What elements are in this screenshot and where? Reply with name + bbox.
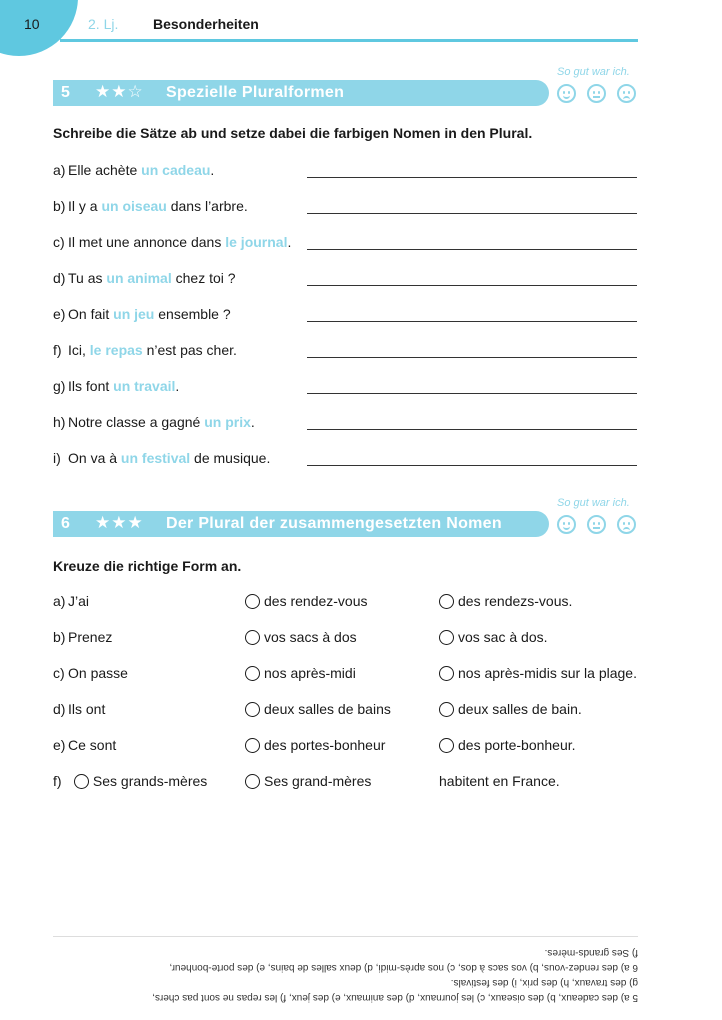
sentence-end: .: [210, 162, 215, 178]
option-2-text: nos après-midis sur la plage.: [458, 665, 637, 681]
highlighted-noun: un prix: [204, 414, 251, 430]
highlighted-noun: un jeu: [113, 306, 155, 322]
self-rating-label: So gut war ich.: [557, 497, 630, 509]
exercise-title: Spezielle Pluralformen: [166, 84, 345, 101]
exercise-6-item: [53, 665, 128, 681]
sentence-end: ensemble ?: [154, 306, 231, 322]
radio-circle-icon[interactable]: [439, 702, 454, 717]
sentence-start: J’ai: [68, 593, 90, 609]
highlighted-noun: le repas: [89, 342, 143, 358]
item-label: a): [53, 593, 66, 609]
radio-circle-icon[interactable]: [245, 630, 260, 645]
answer-line[interactable]: [307, 321, 637, 322]
option-2-text: vos sac à dos.: [458, 629, 548, 645]
radio-circle-icon[interactable]: [439, 630, 454, 645]
exercise-5-item: [53, 234, 291, 250]
sentence-start: Notre classe a gagné: [68, 414, 205, 430]
option-1: [245, 737, 385, 753]
option-1-text: des portes-bonheur: [264, 737, 386, 753]
radio-circle-icon[interactable]: [74, 774, 89, 789]
sentence-start: Ce sont: [68, 737, 117, 753]
solution-line: f) Ses grands-mères.: [544, 947, 638, 958]
sentence-start: Ils font: [68, 378, 114, 394]
exercise-5-item: [53, 378, 179, 394]
option-2-text: des rendezs-vous.: [458, 593, 573, 609]
sentence-end: de musique.: [190, 450, 271, 466]
option-1-text: des rendez-vous: [264, 593, 368, 609]
sentence-end: dans l’arbre.: [166, 198, 248, 214]
radio-circle-icon[interactable]: [245, 594, 260, 609]
highlighted-noun: le journal: [225, 234, 288, 250]
exercise-5-item: [53, 342, 237, 358]
radio-circle-icon[interactable]: [245, 666, 260, 681]
sentence-start: Elle achète: [68, 162, 142, 178]
sentence-end: chez toi ?: [171, 270, 236, 286]
sentence-end: n’est pas cher.: [142, 342, 237, 358]
item-label: e): [53, 737, 66, 753]
option-1: [245, 701, 391, 717]
solution-line: 5 a) des cadeaux, b) des oiseaux, c) les journaux, d) des animaux, e) des jeux, f) les repas ne sont pas chers,: [152, 992, 638, 1003]
sentence-start: On va à: [68, 450, 121, 466]
radio-circle-icon[interactable]: [439, 594, 454, 609]
exercise-6-item: [53, 737, 116, 753]
option-2-text: deux salles de bain.: [458, 701, 582, 717]
answer-line[interactable]: [307, 393, 637, 394]
solution-line: 6 a) des rendez-vous, b) vos sacs à dos, c) nos après-midi, d) deux salles de bains, e) des porte-bonheur,: [169, 962, 638, 973]
option-2: [439, 593, 572, 609]
page-number: 10: [24, 16, 40, 32]
answer-line[interactable]: [307, 249, 637, 250]
radio-circle-icon[interactable]: [245, 774, 260, 789]
smiley-happy-icon[interactable]: [557, 84, 576, 103]
item-label: a): [53, 162, 66, 178]
highlighted-noun: un travail: [113, 378, 176, 394]
exercise-5-item: [53, 270, 236, 286]
item-label: g): [53, 378, 66, 394]
sentence-end: .: [287, 234, 292, 250]
highlighted-noun: un cadeau: [141, 162, 211, 178]
item-label: c): [53, 234, 65, 250]
sentence-tail: habitent en France.: [439, 773, 560, 789]
exercise-5-item: [53, 450, 270, 466]
highlighted-noun: un oiseau: [101, 198, 167, 214]
footer-divider: [53, 936, 638, 937]
option-2: [439, 665, 637, 681]
exercise-5-item: [53, 414, 255, 430]
option-2-text: des porte-bonheur.: [458, 737, 576, 753]
option-2: [245, 773, 371, 789]
item-label: i): [53, 450, 61, 466]
option-2: [439, 737, 576, 753]
exercise-title: Der Plural der zusammengesetzten Nomen: [166, 515, 502, 532]
item-label: b): [53, 629, 66, 645]
item-label: f): [53, 773, 62, 789]
sentence-start: Prenez: [68, 629, 113, 645]
smiley-happy-icon[interactable]: [557, 515, 576, 534]
exercise-6-item: [53, 593, 89, 609]
header-divider: [60, 39, 638, 42]
sentence-end: .: [250, 414, 255, 430]
answer-line[interactable]: [307, 429, 637, 430]
item-label: b): [53, 198, 66, 214]
sentence-start: Il y a: [68, 198, 102, 214]
option-1: [245, 665, 356, 681]
radio-circle-icon[interactable]: [245, 702, 260, 717]
answer-line[interactable]: [307, 177, 637, 178]
option-1: [245, 629, 357, 645]
option-1-text: nos après-midi: [264, 665, 356, 681]
exercise-6-instruction: Kreuze die richtige Form an.: [53, 558, 242, 574]
sentence-start: On passe: [68, 665, 128, 681]
chapter-label: 2. Lj.: [88, 16, 119, 32]
option-2-text: Ses grand-mères: [264, 773, 372, 789]
smiley-neutral-icon[interactable]: [587, 84, 606, 103]
answer-line[interactable]: [307, 357, 637, 358]
highlighted-noun: un animal: [106, 270, 172, 286]
radio-circle-icon[interactable]: [439, 666, 454, 681]
option-1-text: deux salles de bains: [264, 701, 391, 717]
item-label: f): [53, 342, 62, 358]
difficulty-stars: ★★☆: [95, 82, 144, 101]
option-2: [439, 629, 548, 645]
sentence-start: Il met une annonce dans: [68, 234, 226, 250]
solutions-upside-down: [53, 943, 638, 1005]
solution-line: g) des travaux, h) des prix, i) des festivals.: [450, 977, 638, 988]
answer-line[interactable]: [307, 213, 637, 214]
exercise-6-item-f: [53, 773, 207, 789]
item-label: d): [53, 270, 66, 286]
sentence-start: Ici,: [68, 342, 90, 358]
answer-line[interactable]: [307, 285, 637, 286]
exercise-6-item: [53, 629, 112, 645]
self-rating-label: So gut war ich.: [557, 66, 630, 78]
option-2: [439, 701, 582, 717]
difficulty-stars: ★★★: [95, 513, 144, 532]
exercise-5-item: [53, 162, 214, 178]
section-title: Besonderheiten: [153, 16, 259, 32]
smiley-neutral-icon[interactable]: [587, 515, 606, 534]
radio-circle-icon[interactable]: [245, 738, 260, 753]
sentence-end: .: [175, 378, 180, 394]
sentence-start: Ils ont: [68, 701, 106, 717]
sentence-start: On fait: [68, 306, 114, 322]
item-label: e): [53, 306, 66, 322]
item-label: h): [53, 414, 66, 430]
exercise-number: 5: [61, 84, 70, 101]
exercise-6-header: [53, 511, 549, 537]
exercise-5-instruction: Schreibe die Sätze ab und setze dabei die farbigen Nomen in den Plural.: [53, 125, 533, 141]
exercise-5-header: [53, 80, 549, 106]
item-label: d): [53, 701, 66, 717]
option-1: [245, 593, 368, 609]
option-1-text: vos sacs à dos: [264, 629, 357, 645]
exercise-number: 6: [61, 515, 70, 532]
smiley-sad-icon[interactable]: [617, 84, 636, 103]
smiley-sad-icon[interactable]: [617, 515, 636, 534]
item-label: c): [53, 665, 65, 681]
highlighted-noun: un festival: [120, 450, 191, 466]
exercise-6-item: [53, 701, 105, 717]
radio-circle-icon[interactable]: [439, 738, 454, 753]
exercise-5-item: [53, 306, 231, 322]
exercise-5-item: [53, 198, 248, 214]
sentence-start: Tu as: [68, 270, 107, 286]
answer-line[interactable]: [307, 465, 637, 466]
option-1-text: Ses grands-mères: [92, 773, 208, 789]
